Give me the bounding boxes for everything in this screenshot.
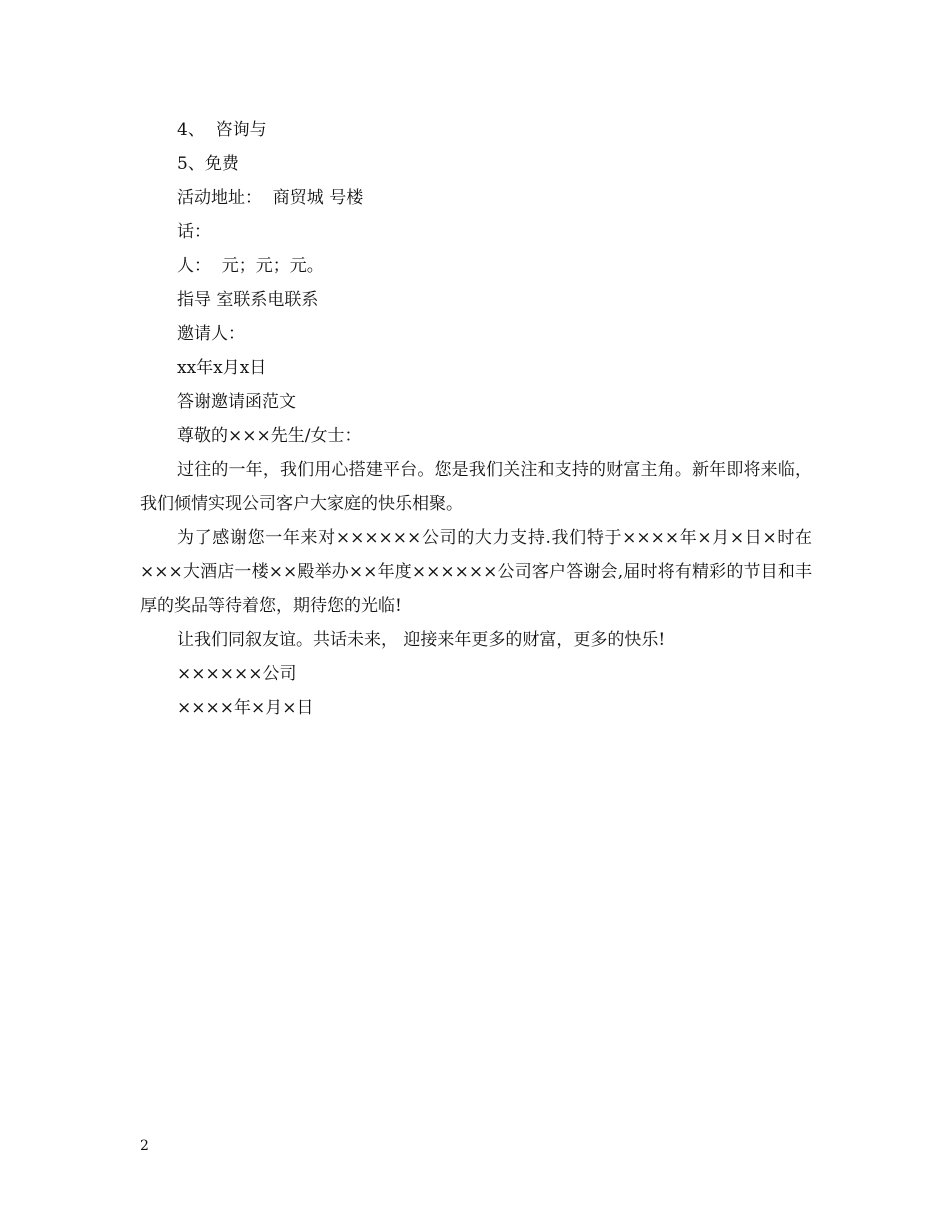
section-title: 答谢邀请函范文 [177, 392, 296, 412]
document-body [140, 113, 812, 725]
salutation: 尊敬的×××先生/女士： [177, 426, 362, 446]
body-paragraph-3: 让我们同叙友谊。共话未来， 迎接来年更多的财富，更多的快乐! [177, 630, 666, 650]
page-number: 2 [140, 1138, 149, 1154]
contact-line: 指导 室联系电联系 [177, 290, 319, 310]
list-item-4: 4、 咨询与 [177, 120, 267, 140]
body-paragraph-2: 为了感谢您一年来对××××××公司的大力支持.我们特于××××年×月×日×时在×××大酒店一楼××殿举办××年度××××××公司客户答谢会,届时将有精彩的节目和丰厚的奖品等待着您，期待您的光临! [140, 528, 812, 616]
list-item-5: 5、免费 [177, 154, 239, 174]
inviter-line: 邀请人： [177, 324, 245, 344]
fee-line: 人： 元；元；元。 [177, 256, 324, 276]
body-paragraph-1: 过往的一年，我们用心搭建平台。您是我们关注和支持的财富主角。新年即将来临，我们倾情实现公司客户大家庭的快乐相聚。 [140, 460, 812, 514]
date-line: xx年x月x日 [177, 358, 267, 378]
phone-line: 话： [177, 222, 211, 242]
signature-date: ××××年×月×日 [177, 698, 314, 718]
event-address-line: 活动地址： 商贸城 号楼 [177, 188, 364, 208]
signature-company: ××××××公司 [177, 664, 297, 684]
